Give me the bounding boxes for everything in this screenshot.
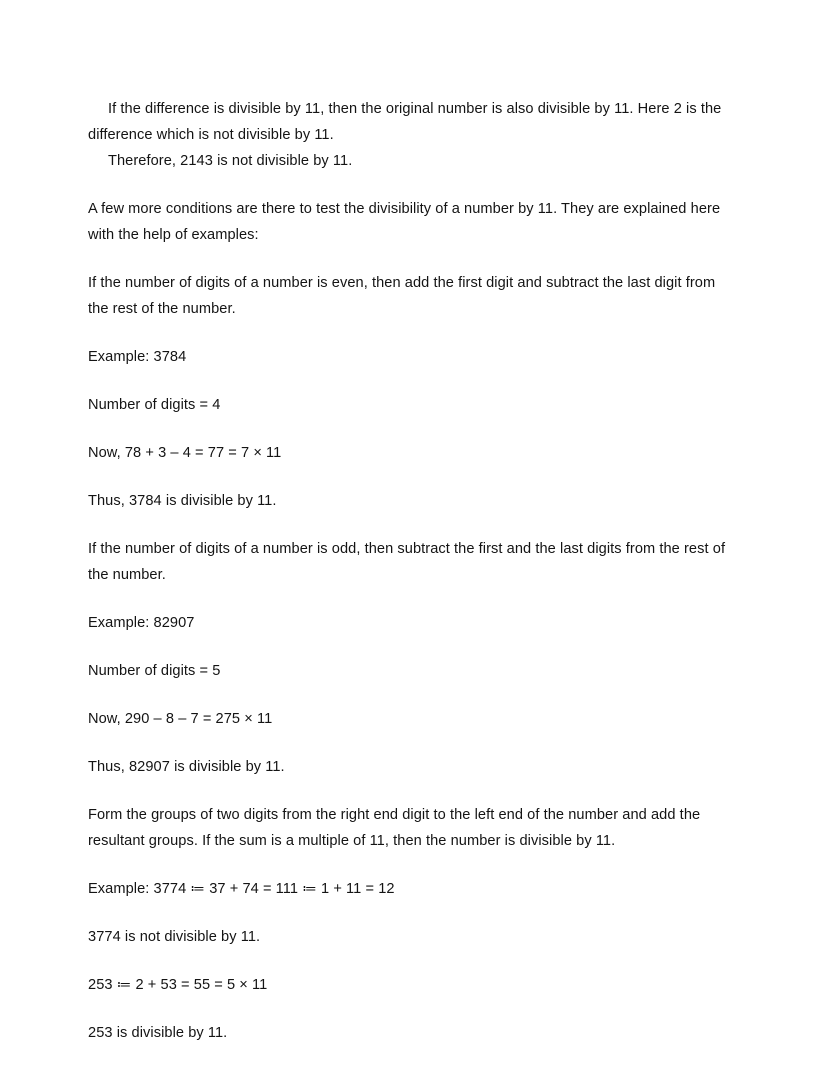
document-body [88, 96, 736, 1046]
paragraph-digit-count-5: Number of digits = 5 [88, 663, 221, 679]
paragraph-conclusion-82907: Thus, 82907 is divisible by 11. [88, 759, 285, 775]
paragraph: Therefore, 2143 is not divisible by 11. [108, 153, 353, 169]
paragraph-conclusion-253: 253 is divisible by 11. [88, 1025, 228, 1041]
paragraph-calculation-82907: Now, 290 – 8 – 7 = 275 × 11 [88, 711, 273, 727]
paragraph-conclusion-3784: Thus, 3784 is divisible by 11. [88, 493, 277, 509]
paragraph-example-3784: Example: 3784 [88, 349, 187, 365]
paragraph-example-3774: Example: 3774 ≔ 37 + 74 = 111 ≔ 1 + 11 = 12 [88, 881, 395, 897]
paragraph: Form the groups of two digits from the right end digit to the left end of the number and add the resultant groups. If the sum is a multiple of 11, then the number is divisible by 11. [88, 807, 701, 849]
paragraph-example-253: 253 ≔ 2 + 53 = 55 = 5 × 11 [88, 977, 268, 993]
paragraph-calculation-3784: Now, 78 + 3 – 4 = 77 = 7 × 11 [88, 445, 282, 461]
paragraph: If the number of digits of a number is even, then add the first digit and subtract the last digit from the rest of the number. [88, 275, 716, 317]
paragraph-conclusion-3774: 3774 is not divisible by 11. [88, 929, 261, 945]
paragraph: A few more conditions are there to test the divisibility of a number by 11. They are explained here with the help of examples: [88, 201, 721, 243]
paragraph-digit-count-4: Number of digits = 4 [88, 397, 221, 413]
paragraph: If the number of digits of a number is odd, then subtract the first and the last digits from the rest of the number. [88, 541, 726, 583]
paragraph-example-82907: Example: 82907 [88, 615, 195, 631]
paragraph: If the difference is divisible by 11, then the original number is also divisible by 11. Here 2 is the difference which is not divisible by 11. [88, 101, 722, 143]
